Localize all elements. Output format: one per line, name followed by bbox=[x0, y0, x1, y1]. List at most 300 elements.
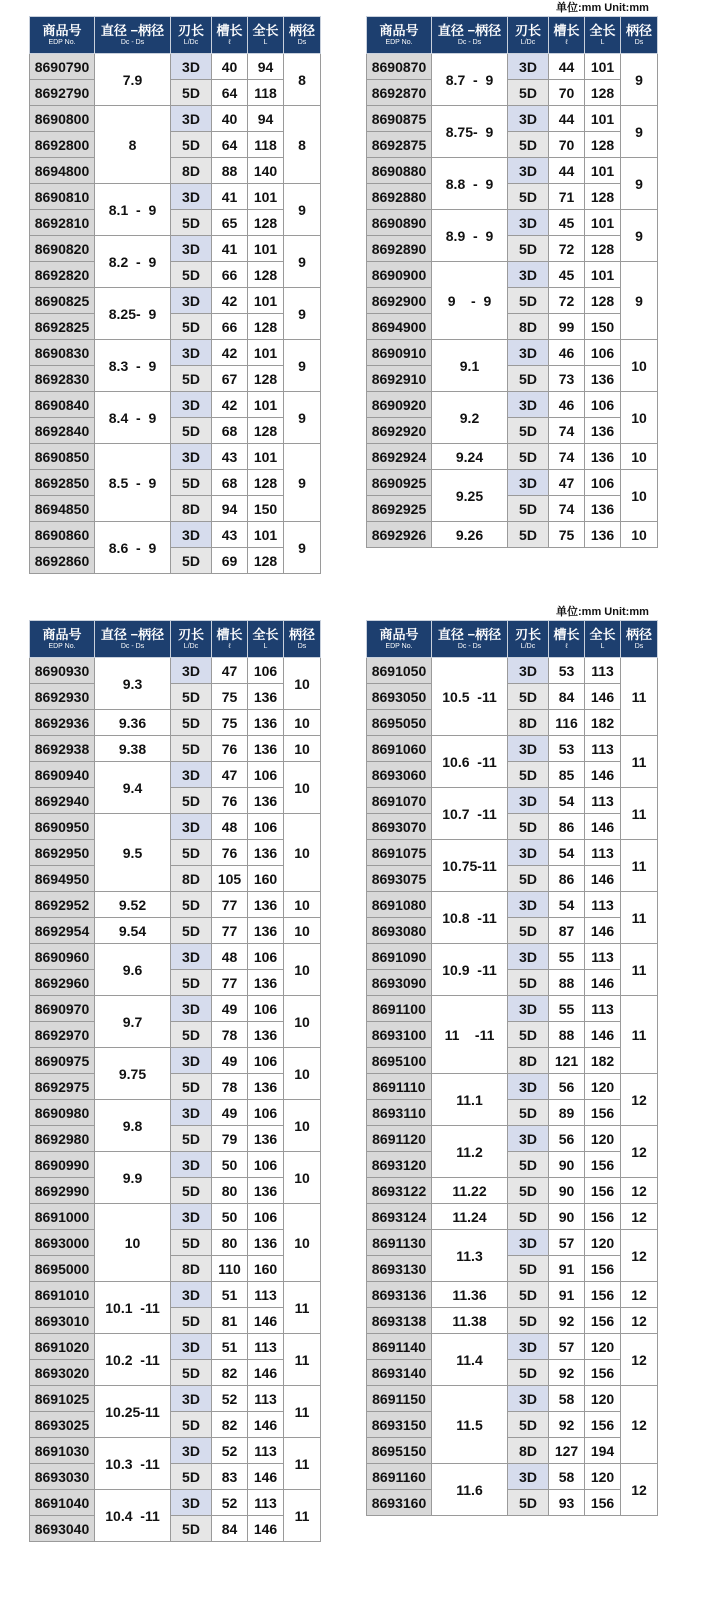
header-flute-length bbox=[212, 17, 248, 54]
shank-diameter: 10 bbox=[284, 762, 321, 814]
total-length: 128 bbox=[248, 314, 284, 340]
total-length: 136 bbox=[248, 736, 284, 762]
flute-length: 116 bbox=[549, 710, 585, 736]
edp-number: 8692810 bbox=[30, 210, 95, 236]
flute-ratio: 5D bbox=[508, 1412, 549, 1438]
flute-ratio: 3D bbox=[508, 736, 549, 762]
diameter-cell: 11.3 bbox=[432, 1230, 508, 1282]
flute-length: 47 bbox=[549, 470, 585, 496]
diameter-cell: 9 - 9 bbox=[432, 262, 508, 340]
flute-ratio: 8D bbox=[171, 1256, 212, 1282]
diameter-cell: 11.6 bbox=[432, 1464, 508, 1516]
flute-length: 105 bbox=[212, 866, 248, 892]
total-length: 156 bbox=[585, 1490, 621, 1516]
flute-length: 88 bbox=[549, 1022, 585, 1048]
total-length: 101 bbox=[248, 444, 284, 470]
total-length: 136 bbox=[248, 1178, 284, 1204]
flute-length: 41 bbox=[212, 236, 248, 262]
shank-diameter: 12 bbox=[621, 1126, 658, 1178]
header-row bbox=[367, 621, 658, 658]
flute-length: 56 bbox=[549, 1126, 585, 1152]
diameter-cell: 11.24 bbox=[432, 1204, 508, 1230]
total-length: 140 bbox=[248, 158, 284, 184]
edp-number: 8692926 bbox=[367, 522, 432, 548]
shank-diameter: 9 bbox=[284, 288, 321, 340]
edp-number: 8690790 bbox=[30, 54, 95, 80]
flute-ratio: 5D bbox=[508, 366, 549, 392]
edp-number: 8690910 bbox=[367, 340, 432, 366]
shank-diameter: 9 bbox=[284, 340, 321, 392]
table-row bbox=[367, 210, 658, 236]
shank-diameter: 9 bbox=[621, 158, 658, 210]
table-row bbox=[30, 132, 321, 158]
header-total-length bbox=[585, 17, 621, 54]
header-ld-en: L/Dc bbox=[183, 642, 199, 650]
diameter-cell: 9.36 bbox=[95, 710, 171, 736]
flute-ratio: 3D bbox=[171, 444, 212, 470]
flute-length: 68 bbox=[212, 418, 248, 444]
flute-ratio: 5D bbox=[508, 236, 549, 262]
edp-number: 8692924 bbox=[367, 444, 432, 470]
header-shank bbox=[621, 17, 658, 54]
flute-ratio: 5D bbox=[171, 210, 212, 236]
shank-diameter: 12 bbox=[621, 1308, 658, 1334]
total-length: 128 bbox=[585, 288, 621, 314]
total-length: 101 bbox=[585, 54, 621, 80]
flute-length: 78 bbox=[212, 1022, 248, 1048]
flute-length: 50 bbox=[212, 1204, 248, 1230]
flute-ratio: 5D bbox=[171, 892, 212, 918]
flute-ratio: 5D bbox=[508, 418, 549, 444]
flute-ratio: 5D bbox=[171, 366, 212, 392]
table-row bbox=[367, 1126, 658, 1152]
edp-number: 8693138 bbox=[367, 1308, 432, 1334]
diameter-cell: 9.75 bbox=[95, 1048, 171, 1100]
header-total-length-zh: 全长 bbox=[589, 626, 616, 642]
total-length: 146 bbox=[585, 866, 621, 892]
flute-length: 94 bbox=[212, 496, 248, 522]
flute-length: 78 bbox=[212, 1074, 248, 1100]
total-length: 136 bbox=[585, 366, 621, 392]
flute-length: 54 bbox=[549, 892, 585, 918]
flute-length: 46 bbox=[549, 340, 585, 366]
header-flute-length-en: ℓ bbox=[565, 642, 568, 650]
total-length: 146 bbox=[585, 814, 621, 840]
table-row bbox=[30, 262, 321, 288]
edp-number: 8694900 bbox=[367, 314, 432, 340]
flute-length: 67 bbox=[212, 366, 248, 392]
total-length: 106 bbox=[248, 762, 284, 788]
header-diameter-en: Dc - Ds bbox=[457, 642, 482, 650]
diameter-cell: 9.8 bbox=[95, 1100, 171, 1152]
flute-ratio: 3D bbox=[508, 54, 549, 80]
total-length: 106 bbox=[248, 996, 284, 1022]
edp-number: 8693120 bbox=[367, 1152, 432, 1178]
edp-number: 8693140 bbox=[367, 1360, 432, 1386]
flute-ratio: 3D bbox=[171, 658, 212, 684]
shank-diameter: 11 bbox=[284, 1386, 321, 1438]
flute-length: 77 bbox=[212, 918, 248, 944]
shank-diameter: 12 bbox=[621, 1464, 658, 1516]
flute-length: 70 bbox=[549, 80, 585, 106]
flute-length: 56 bbox=[549, 1074, 585, 1100]
edp-number: 8690930 bbox=[30, 658, 95, 684]
edp-number: 8691030 bbox=[30, 1438, 95, 1464]
table-row bbox=[30, 1282, 321, 1308]
header-diameter bbox=[95, 621, 171, 658]
flute-length: 93 bbox=[549, 1490, 585, 1516]
edp-number: 8691040 bbox=[30, 1490, 95, 1516]
flute-length: 54 bbox=[549, 788, 585, 814]
shank-diameter: 10 bbox=[284, 1152, 321, 1204]
total-length: 128 bbox=[248, 210, 284, 236]
flute-ratio: 5D bbox=[171, 1516, 212, 1542]
diameter-cell: 8.5 - 9 bbox=[95, 444, 171, 522]
edp-number: 8692936 bbox=[30, 710, 95, 736]
total-length: 156 bbox=[585, 1412, 621, 1438]
diameter-cell: 11.4 bbox=[432, 1334, 508, 1386]
header-ld-zh: 刃长 bbox=[514, 22, 541, 38]
header-edp bbox=[30, 621, 95, 658]
table-row bbox=[30, 106, 321, 132]
flute-length: 92 bbox=[549, 1308, 585, 1334]
flute-length: 51 bbox=[212, 1334, 248, 1360]
diameter-cell: 11.22 bbox=[432, 1178, 508, 1204]
shank-diameter: 11 bbox=[621, 944, 658, 996]
flute-ratio: 5D bbox=[171, 1178, 212, 1204]
flute-length: 110 bbox=[212, 1256, 248, 1282]
diameter-cell: 8.7 - 9 bbox=[432, 54, 508, 106]
edp-number: 8691075 bbox=[367, 840, 432, 866]
flute-length: 80 bbox=[212, 1178, 248, 1204]
total-length: 150 bbox=[585, 314, 621, 340]
header-total-length-en: L bbox=[600, 38, 605, 46]
table-row bbox=[30, 210, 321, 236]
total-length: 113 bbox=[585, 944, 621, 970]
flute-ratio: 3D bbox=[508, 1074, 549, 1100]
table-row bbox=[367, 1412, 658, 1438]
table-row bbox=[367, 340, 658, 366]
diameter-cell: 8.75- 9 bbox=[432, 106, 508, 158]
flute-ratio: 3D bbox=[508, 340, 549, 366]
total-length: 136 bbox=[248, 684, 284, 710]
edp-number: 8690980 bbox=[30, 1100, 95, 1126]
flute-ratio: 5D bbox=[171, 80, 212, 106]
total-length: 113 bbox=[585, 996, 621, 1022]
flute-length: 79 bbox=[212, 1126, 248, 1152]
flute-ratio: 8D bbox=[508, 1438, 549, 1464]
flute-length: 87 bbox=[549, 918, 585, 944]
edp-number: 8695150 bbox=[367, 1438, 432, 1464]
edp-number: 8691160 bbox=[367, 1464, 432, 1490]
table-row bbox=[30, 762, 321, 788]
table-row bbox=[367, 1360, 658, 1386]
table-body bbox=[367, 658, 658, 1516]
header-shank bbox=[621, 621, 658, 658]
flute-ratio: 3D bbox=[508, 262, 549, 288]
header-flute-length-zh: 槽长 bbox=[553, 22, 580, 38]
flute-ratio: 5D bbox=[171, 1464, 212, 1490]
total-length: 101 bbox=[248, 522, 284, 548]
table-row bbox=[30, 1490, 321, 1516]
edp-number: 8693020 bbox=[30, 1360, 95, 1386]
total-length: 156 bbox=[585, 1360, 621, 1386]
total-length: 146 bbox=[248, 1516, 284, 1542]
header-total-length bbox=[248, 17, 284, 54]
table-row bbox=[30, 54, 321, 80]
table-row bbox=[367, 184, 658, 210]
header-total-length-en: L bbox=[600, 642, 605, 650]
flute-length: 52 bbox=[212, 1438, 248, 1464]
flute-ratio: 5D bbox=[171, 1230, 212, 1256]
shank-diameter: 9 bbox=[284, 522, 321, 574]
flute-length: 53 bbox=[549, 736, 585, 762]
flute-length: 58 bbox=[549, 1386, 585, 1412]
flute-length: 57 bbox=[549, 1334, 585, 1360]
edp-number: 8690900 bbox=[367, 262, 432, 288]
flute-ratio: 5D bbox=[508, 866, 549, 892]
table-row bbox=[30, 1178, 321, 1204]
edp-number: 8692925 bbox=[367, 496, 432, 522]
edp-number: 8692840 bbox=[30, 418, 95, 444]
edp-number: 8693124 bbox=[367, 1204, 432, 1230]
flute-length: 127 bbox=[549, 1438, 585, 1464]
shank-diameter: 11 bbox=[621, 658, 658, 736]
header-shank-en: Ds bbox=[297, 38, 307, 46]
diameter-cell: 9.6 bbox=[95, 944, 171, 996]
table-row bbox=[367, 1490, 658, 1516]
flute-ratio: 5D bbox=[171, 1074, 212, 1100]
total-length: 146 bbox=[585, 684, 621, 710]
edp-number: 8693110 bbox=[367, 1100, 432, 1126]
total-length: 160 bbox=[248, 866, 284, 892]
total-length: 94 bbox=[248, 106, 284, 132]
table-row bbox=[30, 340, 321, 366]
diameter-cell: 8.8 - 9 bbox=[432, 158, 508, 210]
flute-length: 81 bbox=[212, 1308, 248, 1334]
header-flute-length bbox=[549, 621, 585, 658]
flute-ratio: 3D bbox=[508, 1464, 549, 1490]
table-row bbox=[367, 1230, 658, 1256]
diameter-cell: 11.1 bbox=[432, 1074, 508, 1126]
edp-number: 8695000 bbox=[30, 1256, 95, 1282]
header-flute-length bbox=[212, 621, 248, 658]
edp-number: 8690875 bbox=[367, 106, 432, 132]
diameter-cell: 9.9 bbox=[95, 1152, 171, 1204]
diameter-cell: 9.3 bbox=[95, 658, 171, 710]
flute-ratio: 5D bbox=[508, 1360, 549, 1386]
edp-number: 8691060 bbox=[367, 736, 432, 762]
diameter-cell: 9.26 bbox=[432, 522, 508, 548]
flute-ratio: 5D bbox=[171, 840, 212, 866]
shank-diameter: 10 bbox=[621, 340, 658, 392]
table-row bbox=[30, 892, 321, 918]
flute-length: 44 bbox=[549, 54, 585, 80]
edp-number: 8693136 bbox=[367, 1282, 432, 1308]
flute-length: 88 bbox=[212, 158, 248, 184]
header-row bbox=[30, 17, 321, 54]
flute-length: 49 bbox=[212, 1048, 248, 1074]
table-row bbox=[367, 1152, 658, 1178]
header-total-length-en: L bbox=[263, 38, 268, 46]
diameter-cell: 10.2 -11 bbox=[95, 1334, 171, 1386]
total-length: 156 bbox=[585, 1256, 621, 1282]
edp-number: 8693030 bbox=[30, 1464, 95, 1490]
table-row bbox=[367, 1438, 658, 1464]
flute-ratio: 3D bbox=[171, 1438, 212, 1464]
flute-ratio: 3D bbox=[171, 814, 212, 840]
table-row bbox=[30, 814, 321, 840]
header-shank bbox=[284, 17, 321, 54]
flute-length: 92 bbox=[549, 1412, 585, 1438]
flute-length: 52 bbox=[212, 1386, 248, 1412]
table-row bbox=[367, 892, 658, 918]
table-row bbox=[30, 866, 321, 892]
total-length: 146 bbox=[248, 1464, 284, 1490]
edp-number: 8692900 bbox=[367, 288, 432, 314]
edp-number: 8693070 bbox=[367, 814, 432, 840]
table-body bbox=[367, 54, 658, 548]
total-length: 113 bbox=[585, 788, 621, 814]
table-row bbox=[30, 158, 321, 184]
flute-length: 75 bbox=[212, 710, 248, 736]
flute-ratio: 3D bbox=[171, 184, 212, 210]
flute-ratio: 5D bbox=[508, 288, 549, 314]
flute-ratio: 3D bbox=[508, 1386, 549, 1412]
table-row bbox=[30, 918, 321, 944]
table-row bbox=[30, 840, 321, 866]
edp-number: 8692950 bbox=[30, 840, 95, 866]
total-length: 106 bbox=[248, 1100, 284, 1126]
header-diameter-zh: 直径 −柄径 bbox=[100, 22, 165, 38]
edp-number: 8690870 bbox=[367, 54, 432, 80]
edp-number: 8690890 bbox=[367, 210, 432, 236]
flute-length: 57 bbox=[549, 1230, 585, 1256]
table-row bbox=[30, 1308, 321, 1334]
total-length: 120 bbox=[585, 1464, 621, 1490]
header-edp-en: EDP No. bbox=[48, 642, 76, 650]
flute-length: 80 bbox=[212, 1230, 248, 1256]
edp-number: 8690970 bbox=[30, 996, 95, 1022]
flute-ratio: 5D bbox=[171, 314, 212, 340]
table-row bbox=[367, 366, 658, 392]
total-length: 136 bbox=[248, 970, 284, 996]
total-length: 136 bbox=[585, 418, 621, 444]
flute-ratio: 5D bbox=[171, 262, 212, 288]
total-length: 136 bbox=[248, 1074, 284, 1100]
edp-number: 8693075 bbox=[367, 866, 432, 892]
flute-ratio: 3D bbox=[171, 236, 212, 262]
total-length: 113 bbox=[585, 892, 621, 918]
table-row bbox=[30, 418, 321, 444]
edp-number: 8692890 bbox=[367, 236, 432, 262]
flute-ratio: 5D bbox=[171, 970, 212, 996]
flute-length: 49 bbox=[212, 996, 248, 1022]
diameter-cell: 9.7 bbox=[95, 996, 171, 1048]
diameter-cell: 10.6 -11 bbox=[432, 736, 508, 788]
edp-number: 8692825 bbox=[30, 314, 95, 340]
total-length: 101 bbox=[585, 210, 621, 236]
header-diameter-zh: 直径 −柄径 bbox=[437, 626, 502, 642]
flute-length: 40 bbox=[212, 106, 248, 132]
diameter-cell: 9.25 bbox=[432, 470, 508, 522]
header-ld bbox=[508, 621, 549, 658]
flute-ratio: 3D bbox=[508, 158, 549, 184]
flute-ratio: 8D bbox=[508, 710, 549, 736]
shank-diameter: 11 bbox=[621, 996, 658, 1074]
table-row bbox=[30, 392, 321, 418]
table-row bbox=[367, 1022, 658, 1048]
edp-number: 8693060 bbox=[367, 762, 432, 788]
table-row bbox=[30, 736, 321, 762]
flute-length: 48 bbox=[212, 814, 248, 840]
shank-diameter: 11 bbox=[284, 1282, 321, 1334]
table-row bbox=[30, 444, 321, 470]
flute-length: 82 bbox=[212, 1360, 248, 1386]
header-flute-length-en: ℓ bbox=[228, 38, 231, 46]
total-length: 94 bbox=[248, 54, 284, 80]
edp-number: 8690940 bbox=[30, 762, 95, 788]
total-length: 194 bbox=[585, 1438, 621, 1464]
shank-diameter: 10 bbox=[284, 1204, 321, 1282]
flute-length: 84 bbox=[549, 684, 585, 710]
header-shank-en: Ds bbox=[634, 642, 644, 650]
diameter-cell: 8.4 - 9 bbox=[95, 392, 171, 444]
table-row bbox=[30, 1126, 321, 1152]
total-length: 101 bbox=[585, 158, 621, 184]
flute-ratio: 3D bbox=[171, 288, 212, 314]
edp-number: 8690820 bbox=[30, 236, 95, 262]
shank-diameter: 11 bbox=[621, 736, 658, 788]
flute-ratio: 8D bbox=[171, 866, 212, 892]
edp-number: 8690975 bbox=[30, 1048, 95, 1074]
diameter-cell: 9.54 bbox=[95, 918, 171, 944]
total-length: 146 bbox=[585, 918, 621, 944]
header-shank-en: Ds bbox=[634, 38, 644, 46]
flute-length: 86 bbox=[549, 866, 585, 892]
total-length: 120 bbox=[585, 1334, 621, 1360]
flute-length: 44 bbox=[549, 158, 585, 184]
flute-length: 86 bbox=[549, 814, 585, 840]
total-length: 113 bbox=[248, 1282, 284, 1308]
diameter-cell: 10.3 -11 bbox=[95, 1438, 171, 1490]
table-row bbox=[367, 392, 658, 418]
total-length: 106 bbox=[248, 814, 284, 840]
flute-ratio: 3D bbox=[508, 470, 549, 496]
flute-length: 90 bbox=[549, 1178, 585, 1204]
shank-diameter: 10 bbox=[284, 1100, 321, 1152]
total-length: 136 bbox=[248, 918, 284, 944]
edp-number: 8692800 bbox=[30, 132, 95, 158]
diameter-cell: 10.75-11 bbox=[432, 840, 508, 892]
edp-number: 8690800 bbox=[30, 106, 95, 132]
total-length: 101 bbox=[248, 184, 284, 210]
diameter-cell: 9.52 bbox=[95, 892, 171, 918]
shank-diameter: 11 bbox=[621, 892, 658, 944]
edp-number: 8694850 bbox=[30, 496, 95, 522]
edp-number: 8690920 bbox=[367, 392, 432, 418]
total-length: 146 bbox=[248, 1412, 284, 1438]
flute-length: 58 bbox=[549, 1464, 585, 1490]
total-length: 128 bbox=[248, 366, 284, 392]
diameter-cell: 11.5 bbox=[432, 1386, 508, 1464]
flute-length: 42 bbox=[212, 340, 248, 366]
table-row bbox=[367, 1334, 658, 1360]
table-row bbox=[30, 184, 321, 210]
edp-number: 8694800 bbox=[30, 158, 95, 184]
header-shank-zh: 柄径 bbox=[625, 22, 652, 38]
flute-ratio: 5D bbox=[171, 710, 212, 736]
